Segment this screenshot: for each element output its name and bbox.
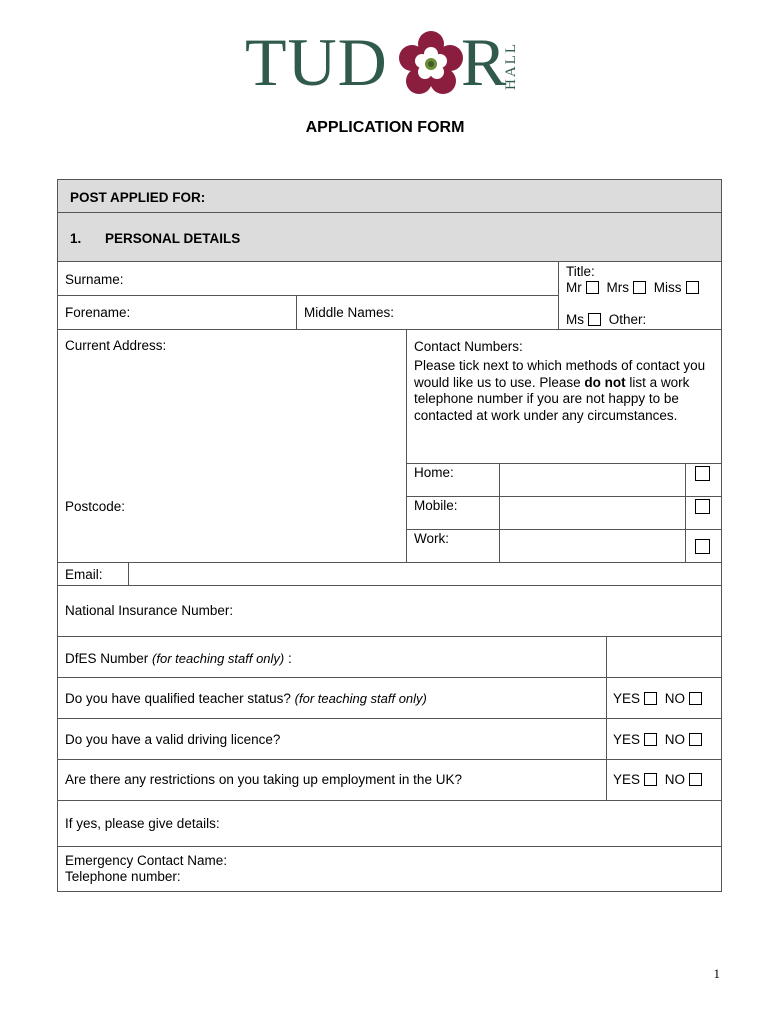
mobile-label: Mobile:: [414, 498, 458, 513]
section-personal-details: [57, 212, 722, 262]
driving-no-label: NO: [664, 732, 686, 747]
qts-options: [613, 691, 706, 707]
restrictions-details-field[interactable]: [57, 800, 722, 847]
restrictions-question: Are there any restrictions on you taking up employment in the UK?: [65, 772, 462, 787]
page-number: 1: [713, 966, 720, 981]
restrictions-yes-checkbox[interactable]: [644, 773, 657, 786]
restrictions-no-checkbox[interactable]: [689, 773, 702, 786]
dfes-label: DfES Number (for teaching staff only) :: [65, 651, 292, 666]
title-label: Title:: [566, 264, 595, 279]
home-phone-input[interactable]: [499, 463, 686, 497]
title-mrs-checkbox[interactable]: [633, 281, 646, 294]
mobile-checkbox-cell: [685, 496, 722, 530]
emergency-phone-label: Telephone number:: [65, 869, 181, 884]
logo-text-left: TUD: [245, 24, 388, 100]
section-title: PERSONAL DETAILS: [105, 231, 241, 246]
driving-yes-label: YES: [613, 732, 641, 747]
title-miss-label: Miss: [653, 280, 682, 295]
ni-number-field[interactable]: [57, 585, 722, 637]
title-other-label: Other:: [608, 312, 647, 327]
restrictions-options: [613, 772, 706, 788]
postcode-label: Postcode:: [65, 499, 126, 514]
driving-answer-cell: [606, 718, 722, 760]
driving-yes-checkbox[interactable]: [644, 733, 657, 746]
dfes-input[interactable]: [606, 636, 722, 678]
restrictions-question-cell: [57, 759, 607, 801]
restrictions-details-label: If yes, please give details:: [65, 816, 220, 831]
logo-text-right: R: [461, 24, 508, 100]
work-label: Work:: [414, 531, 450, 546]
middle-names-field[interactable]: [296, 295, 559, 330]
qts-answer-cell: [606, 677, 722, 719]
title-mr-label: Mr: [566, 280, 582, 295]
logo-text-hall: HALL: [503, 42, 519, 90]
title-miss-checkbox[interactable]: [686, 281, 699, 294]
dfes-label-cell: [57, 636, 607, 678]
form-title: APPLICATION FORM: [305, 119, 465, 136]
contact-numbers-box: [406, 329, 722, 464]
email-label: Email:: [65, 567, 103, 582]
mobile-label-cell: [406, 496, 500, 530]
forename-field[interactable]: [57, 295, 297, 330]
restrictions-yes-label: YES: [613, 772, 641, 787]
home-checkbox[interactable]: [695, 466, 710, 481]
mobile-phone-input[interactable]: [499, 496, 686, 530]
contact-heading: Contact Numbers:: [414, 339, 523, 354]
home-label-cell: [406, 463, 500, 497]
title-ms-checkbox[interactable]: [588, 313, 601, 326]
qts-yes-checkbox[interactable]: [644, 692, 657, 705]
email-label-cell: [57, 562, 129, 586]
current-address-field[interactable]: [57, 329, 407, 563]
qts-question-cell: [57, 677, 607, 719]
title-mr-checkbox[interactable]: [586, 281, 599, 294]
home-label: Home:: [414, 465, 454, 480]
work-label-cell: [406, 529, 500, 563]
tudor-rose-icon: [397, 30, 465, 98]
title-options-row2: [566, 312, 646, 328]
restrictions-no-label: NO: [664, 772, 686, 787]
restrictions-answer-cell: [606, 759, 722, 801]
surname-field[interactable]: [57, 261, 559, 296]
tudor-hall-logo: [245, 24, 525, 100]
current-address-label: Current Address:: [65, 338, 167, 353]
section-number: 1.: [70, 231, 82, 246]
home-checkbox-cell: [685, 463, 722, 497]
work-phone-input[interactable]: [499, 529, 686, 563]
contact-instructions: Please tick next to which methods of contact you would like us to use. Please do not list a work telephone number if you are not happy to be contacted at work under any circumstances.: [414, 358, 706, 423]
ni-number-label: National Insurance Number:: [65, 603, 234, 618]
driving-no-checkbox[interactable]: [689, 733, 702, 746]
driving-question: Do you have a valid driving licence?: [65, 732, 281, 747]
driving-options: [613, 732, 706, 748]
qts-no-checkbox[interactable]: [689, 692, 702, 705]
qts-question: Do you have qualified teacher status? (for teaching staff only): [65, 691, 427, 706]
work-checkbox[interactable]: [695, 539, 710, 554]
title-mrs-label: Mrs: [606, 280, 630, 295]
forename-label: Forename:: [65, 305, 131, 320]
title-options-row1: [566, 280, 703, 296]
post-applied-row[interactable]: [57, 179, 722, 213]
emergency-contact-field[interactable]: [57, 846, 722, 892]
email-input[interactable]: [128, 562, 722, 586]
mobile-checkbox[interactable]: [695, 499, 710, 514]
driving-question-cell: [57, 718, 607, 760]
qts-no-label: NO: [664, 691, 686, 706]
emergency-name-label: Emergency Contact Name:: [65, 853, 228, 868]
middle-names-label: Middle Names:: [304, 305, 395, 320]
title-field: [558, 261, 722, 330]
work-checkbox-cell: [685, 529, 722, 563]
qts-yes-label: YES: [613, 691, 641, 706]
surname-label: Surname:: [65, 272, 124, 287]
post-applied-label: POST APPLIED FOR:: [70, 190, 206, 205]
title-ms-label: Ms: [566, 312, 584, 327]
